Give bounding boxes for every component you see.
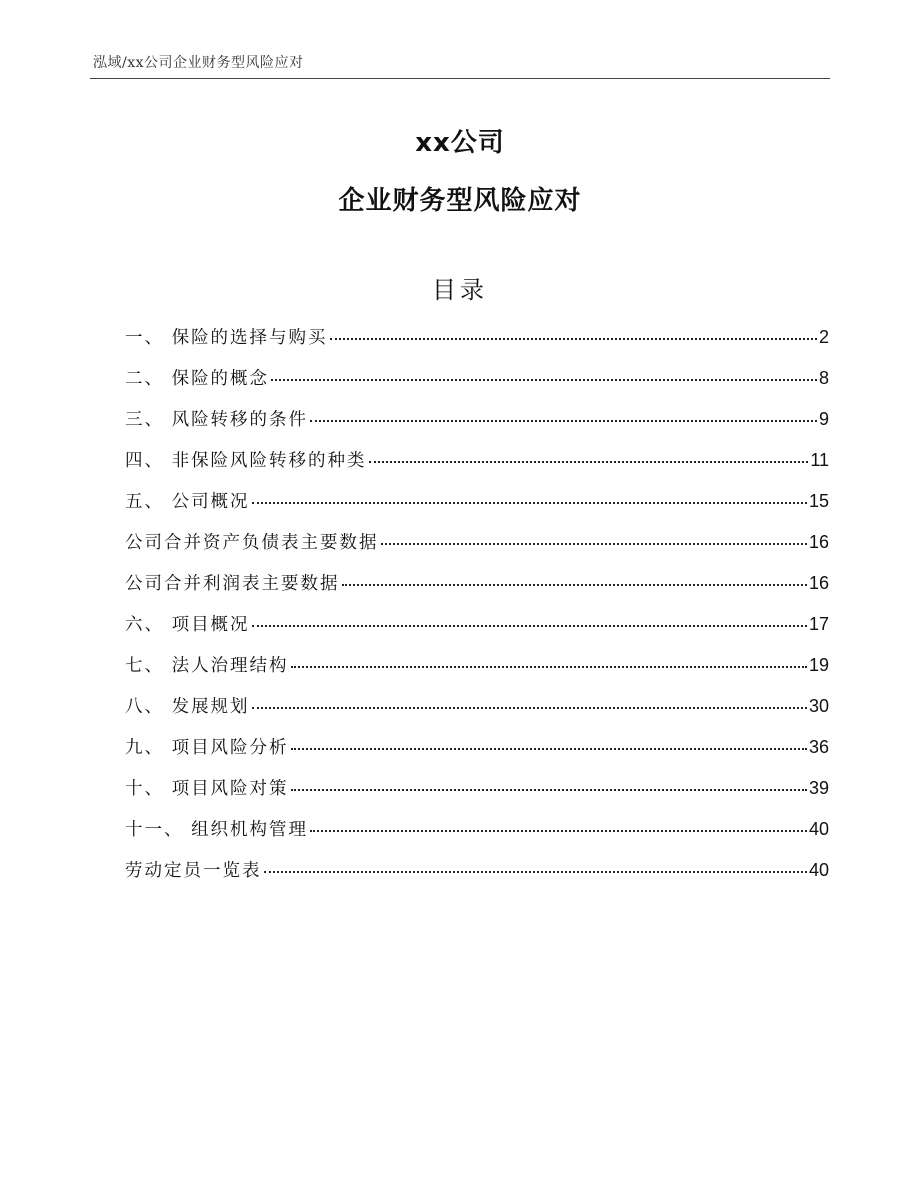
toc-leader-dots: [252, 625, 807, 627]
toc-leader-dots: [381, 543, 807, 545]
toc-leader-dots: [342, 584, 807, 586]
toc-entry[interactable]: [125, 324, 829, 365]
toc-entry[interactable]: [125, 734, 829, 775]
toc-entry-page: 16: [808, 532, 829, 552]
toc-leader-dots: [264, 871, 807, 873]
toc-leader-dots: [252, 502, 807, 504]
toc-leader-dots: [291, 666, 807, 668]
toc-entry[interactable]: [125, 816, 829, 857]
toc-entry-label: 七、 法人治理结构: [125, 656, 289, 676]
toc-entry[interactable]: [125, 652, 829, 693]
toc-entry-page: 19: [808, 655, 829, 675]
toc-leader-dots: [310, 420, 817, 422]
toc-entry-label: 一、 保险的选择与购买: [125, 328, 328, 348]
toc-entry-page: 16: [808, 573, 829, 593]
toc-leader-dots: [252, 707, 807, 709]
toc-entry-label: 六、 项目概况: [125, 615, 250, 635]
toc-heading: 目录: [432, 276, 488, 304]
toc-leader-dots: [291, 789, 807, 791]
toc-entry-page: 17: [808, 614, 829, 634]
toc-entry-label: 九、 项目风险分析: [125, 738, 289, 758]
toc-entry-label: 五、 公司概况: [125, 492, 250, 512]
document-title-main: 企业财务型风险应对: [338, 186, 582, 216]
toc-entry-label: 二、 保险的概念: [125, 369, 270, 389]
toc-entry[interactable]: [125, 365, 829, 406]
toc-entry-page: 11: [810, 450, 829, 470]
toc-leader-dots: [291, 748, 807, 750]
toc-leader-dots: [369, 461, 809, 463]
toc-entry[interactable]: [125, 488, 829, 529]
toc-leader-dots: [271, 379, 817, 381]
toc-entry[interactable]: [125, 447, 829, 488]
toc-entry-page: 9: [818, 409, 829, 429]
toc-entry-page: 39: [808, 778, 829, 798]
toc-entry-label: 四、 非保险风险转移的种类: [125, 451, 367, 471]
toc-entry-page: 2: [818, 327, 829, 347]
toc-entry[interactable]: [125, 693, 829, 734]
toc-entry[interactable]: [125, 857, 829, 898]
toc-entry-label: 十一、 组织机构管理: [125, 820, 309, 840]
running-header: 泓域/xx公司企业财务型风险应对: [93, 55, 304, 71]
toc-entry-label: 八、 发展规划: [125, 697, 250, 717]
toc-entry-label: 劳动定员一览表: [125, 861, 262, 881]
header-rule: [90, 78, 830, 79]
toc-entry-label: 三、 风险转移的条件: [125, 410, 309, 430]
toc-entry[interactable]: [125, 775, 829, 816]
document-title-company: xx公司: [415, 128, 505, 158]
toc-entry-page: 8: [818, 368, 829, 388]
toc-entry-label: 十、 项目风险对策: [125, 779, 289, 799]
toc-entry-label: 公司合并资产负债表主要数据: [125, 533, 379, 553]
toc-entry[interactable]: [125, 406, 829, 447]
toc-leader-dots: [310, 830, 807, 832]
toc-entry-label: 公司合并利润表主要数据: [125, 574, 340, 594]
toc-entry-page: 40: [808, 819, 829, 839]
toc-entry-page: 40: [808, 860, 829, 880]
toc-entry-page: 30: [808, 696, 829, 716]
toc-entry[interactable]: [125, 611, 829, 652]
toc-entry-page: 36: [808, 737, 829, 757]
toc-entry[interactable]: [125, 529, 829, 570]
toc-entry[interactable]: [125, 570, 829, 611]
toc-leader-dots: [330, 338, 817, 340]
toc-entry-page: 15: [808, 491, 829, 511]
table-of-contents: [125, 324, 829, 898]
